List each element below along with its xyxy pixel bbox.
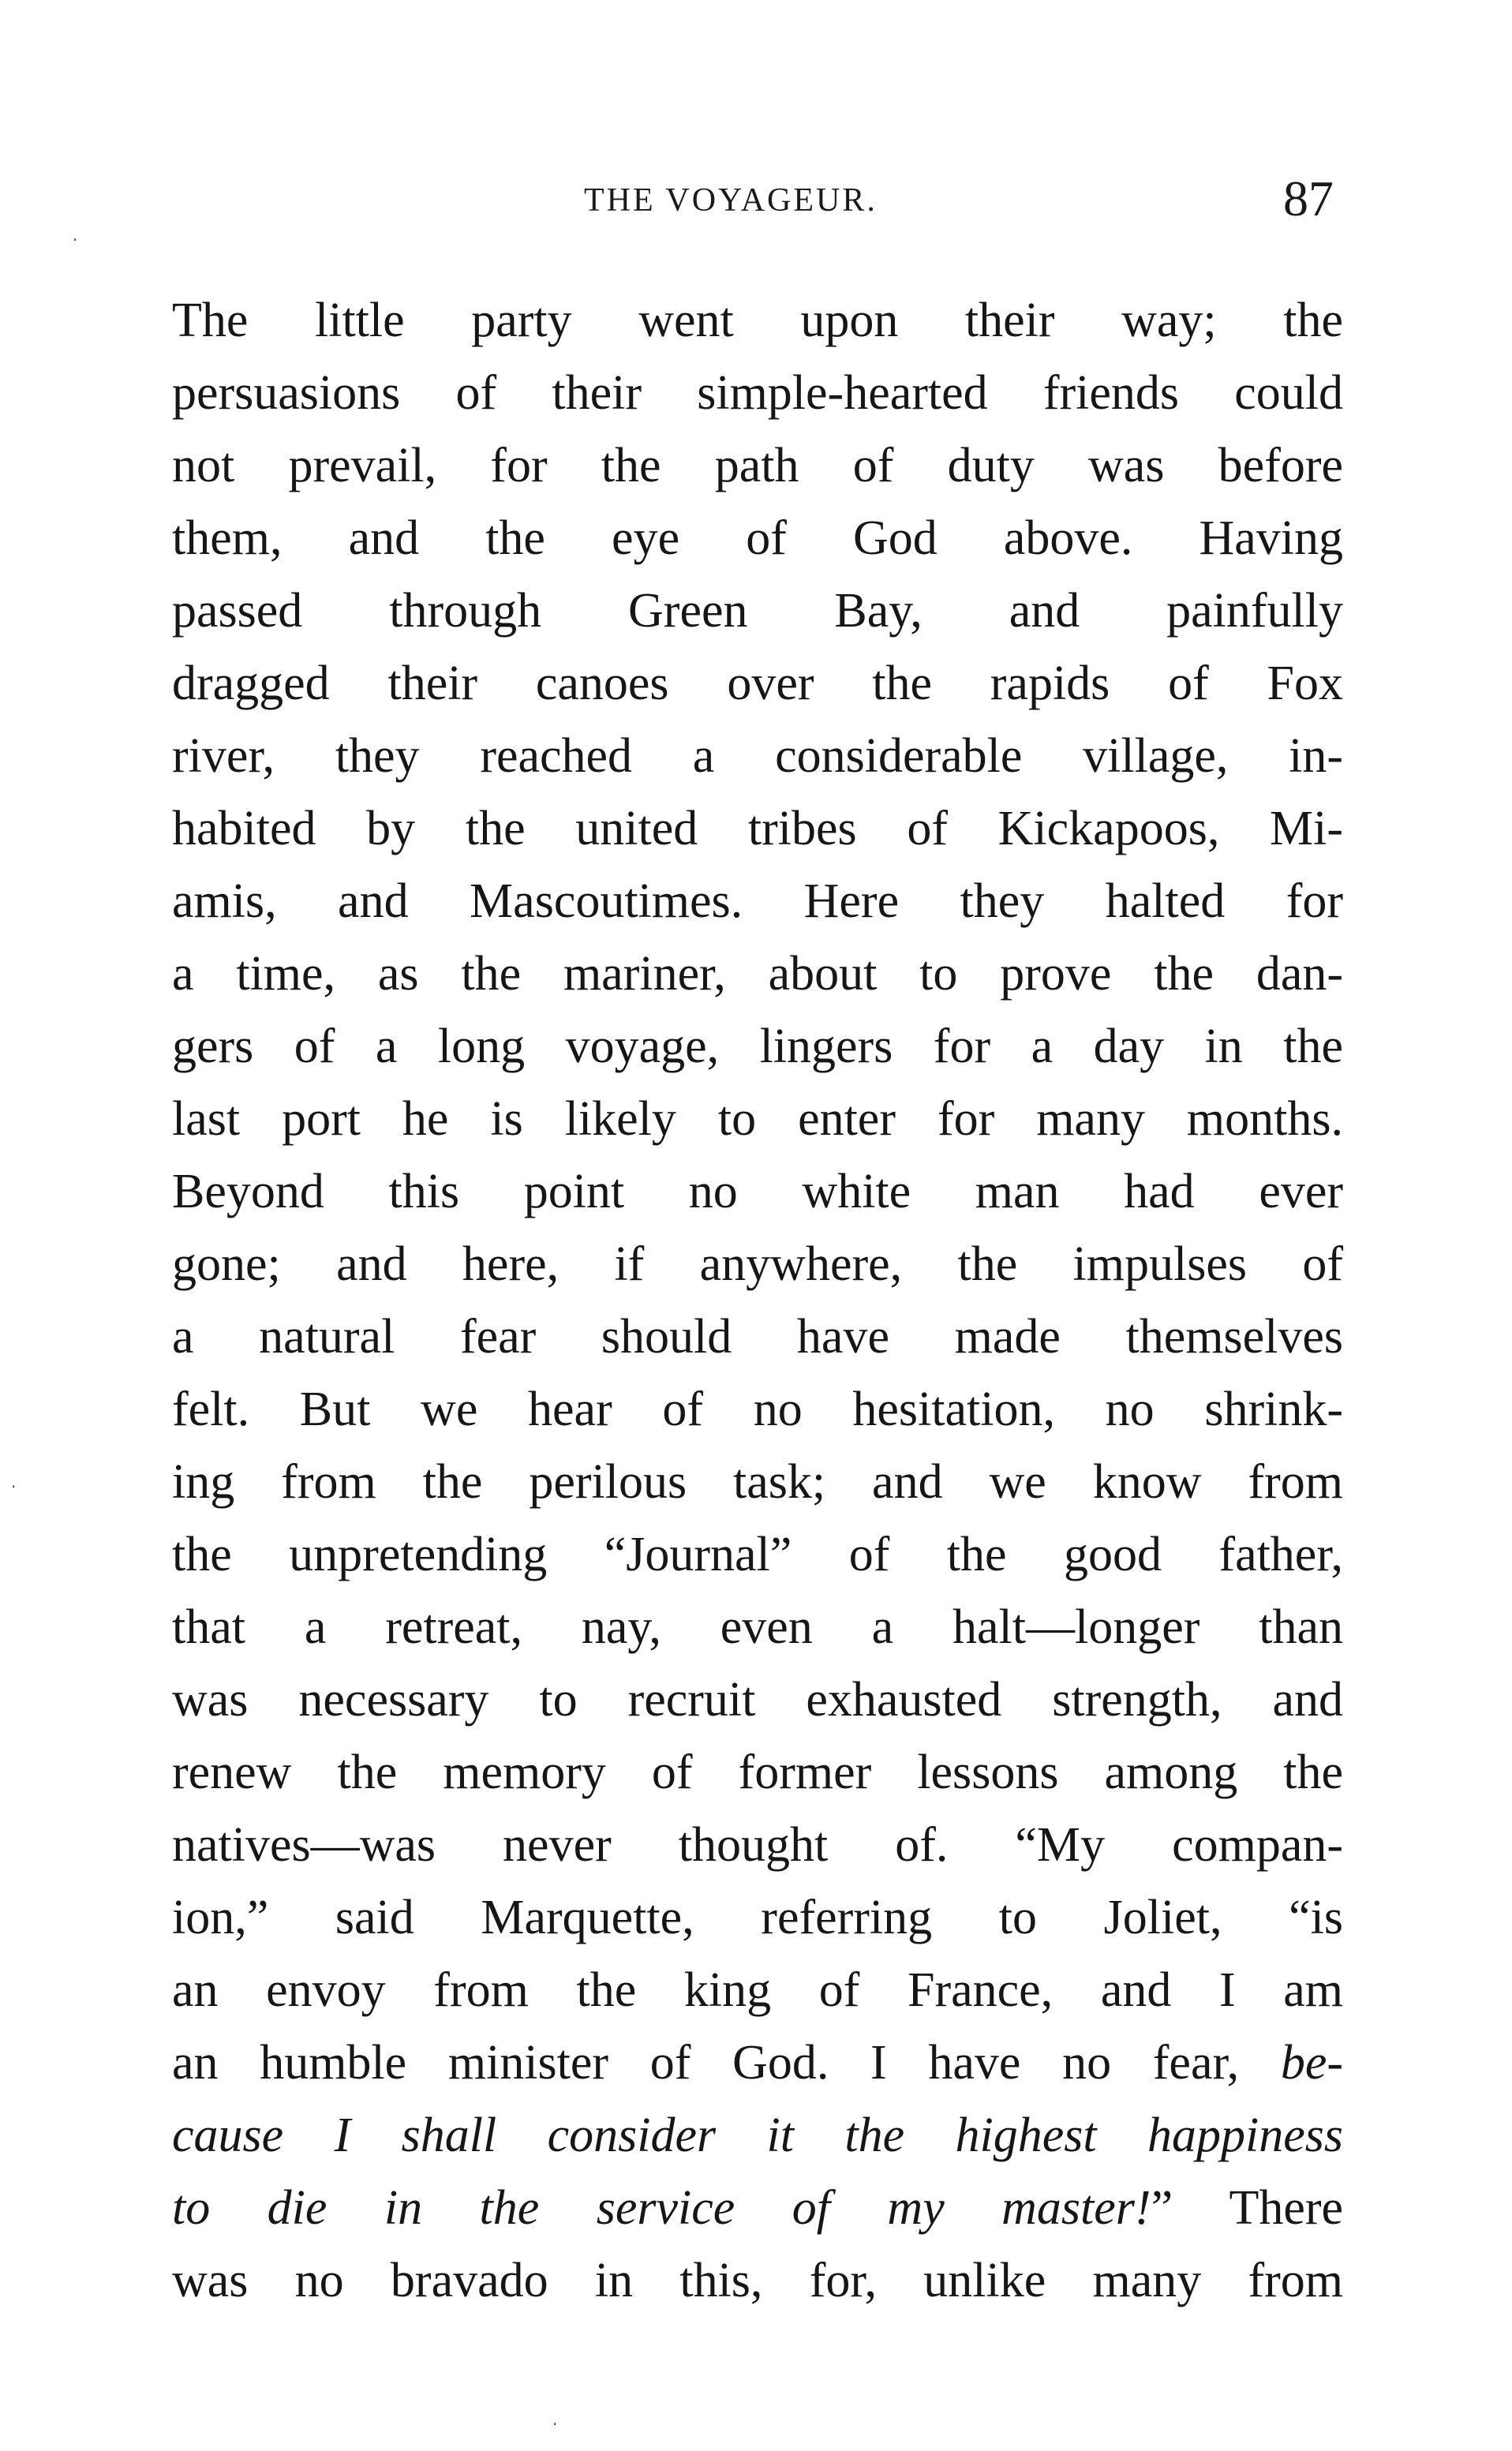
text-line: a natural fear should have made themselves <box>172 1310 1343 1364</box>
text-line: not prevail, for the path of duty was before <box>172 439 1343 492</box>
text-line: dragged their canoes over the rapids of Fox <box>172 657 1343 710</box>
text-line-italic: cause I shall consider it the highest happiness <box>172 2109 1343 2162</box>
text-line: gone; and here, if anywhere, the impulses of <box>172 1237 1343 1291</box>
text-span: an humble minister of God. I have no fear, <box>172 2036 1281 2090</box>
text-line: an envoy from the king of France, and I am <box>172 1963 1343 2017</box>
text-line: a time, as the mariner, about to prove the dan- <box>172 947 1343 1001</box>
text-line: The little party went upon their way; the <box>172 294 1343 347</box>
text-line: ion,” said Marquette, referring to Joliet, “is <box>172 1891 1343 1944</box>
text-line-mixed <box>172 2026 1343 2099</box>
text-line: passed through Green Bay, and painfully <box>172 584 1343 638</box>
running-head: THE VOYAGEUR. <box>584 182 878 219</box>
text-span: ” There <box>1151 2181 1343 2235</box>
text-line: the unpretending “Journal” of the good father, <box>172 1528 1343 1581</box>
text-line: renew the memory of former lessons among the <box>172 1746 1343 1799</box>
text-line: river, they reached a considerable village, in- <box>172 729 1343 783</box>
text-line: habited by the united tribes of Kickapoos, Mi- <box>172 802 1343 855</box>
print-speck: · <box>73 230 78 249</box>
text-line: last port he is likely to enter for many months. <box>172 1092 1343 1146</box>
text-line: ing from the perilous task; and we know from <box>172 1455 1343 1509</box>
text-line: them, and the eye of God above. Having <box>172 511 1343 565</box>
body-text <box>172 284 1343 2317</box>
text-line: gers of a long voyage, lingers for a day in the <box>172 1020 1343 1073</box>
text-line: persuasions of their simple-hearted friends could <box>172 366 1343 420</box>
text-line: was necessary to recruit exhausted strength, and <box>172 1673 1343 1727</box>
print-speck: · <box>11 1477 17 1496</box>
text-line: Beyond this point no white man had ever <box>172 1165 1343 1218</box>
text-line: was no bravado in this, for, unlike many from <box>172 2254 1343 2307</box>
text-line: felt. But we hear of no hesitation, no shrink- <box>172 1383 1343 1436</box>
text-line-mixed <box>172 2172 1343 2244</box>
text-line: amis, and Mascoutimes. Here they halted for <box>172 874 1343 928</box>
text-line: that a retreat, nay, even a halt—longer than <box>172 1600 1343 1654</box>
italic-span: to die in the service of my master! <box>172 2181 1151 2235</box>
italic-span: be- <box>1280 2036 1343 2090</box>
print-speck: · <box>552 2415 558 2434</box>
page-number: 87 <box>1283 170 1334 226</box>
text-line: natives—was never thought of. “My compan- <box>172 1818 1343 1872</box>
